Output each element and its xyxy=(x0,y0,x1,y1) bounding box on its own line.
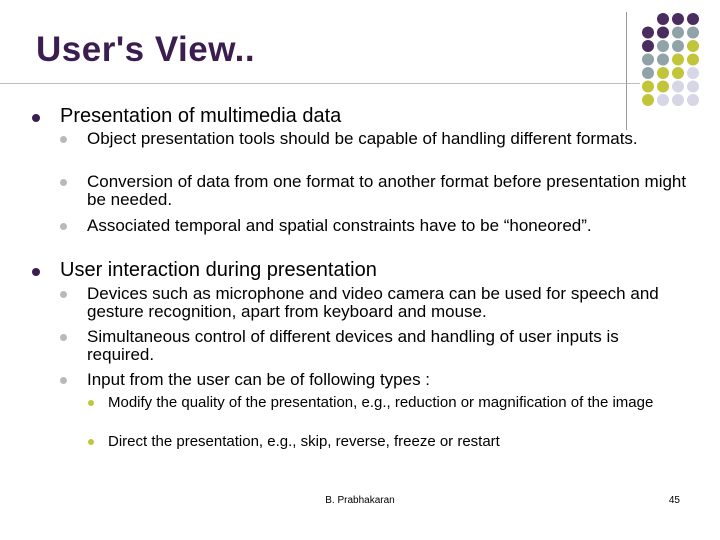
bullet-text: Conversion of data from one format to another format before presentation might be needed. xyxy=(87,172,687,209)
bullet-marker xyxy=(60,377,67,384)
bullet-text: Direct the presentation, e.g., skip, reverse, freeze or restart xyxy=(108,433,500,450)
bullet-text: Input from the user can be of following types : xyxy=(87,370,431,389)
bullet-marker xyxy=(32,114,40,122)
bullet-marker xyxy=(60,136,67,143)
bullet-marker xyxy=(60,334,67,341)
bullet-text: Presentation of multimedia data xyxy=(60,105,342,127)
bullet-text: User interaction during presentation xyxy=(60,259,377,281)
page-number: 45 xyxy=(668,495,680,506)
slide-title: User's View.. xyxy=(36,30,256,69)
bullet-text: Devices such as microphone and video camera can be used for speech and gesture recognition, apart from keyboard and mouse. xyxy=(87,284,659,321)
bullet-marker xyxy=(60,223,67,230)
bullet-marker xyxy=(88,439,94,445)
bullet-marker xyxy=(32,268,40,276)
bullet-text: Simultaneous control of different devices and handling of user inputs is required. xyxy=(87,327,619,364)
bullet-marker xyxy=(88,400,94,406)
bullet-text: Modify the quality of the presentation, e.g., reduction or magnification of the image xyxy=(108,394,654,411)
bullet-text: Object presentation tools should be capable of handling different formats. xyxy=(87,129,638,148)
bullet-marker xyxy=(60,179,67,186)
bullet-text: Associated temporal and spatial constraints have to be “honeored”. xyxy=(87,216,592,235)
bullet-marker xyxy=(60,291,67,298)
footer-author: B. Prabhakaran xyxy=(325,495,395,506)
